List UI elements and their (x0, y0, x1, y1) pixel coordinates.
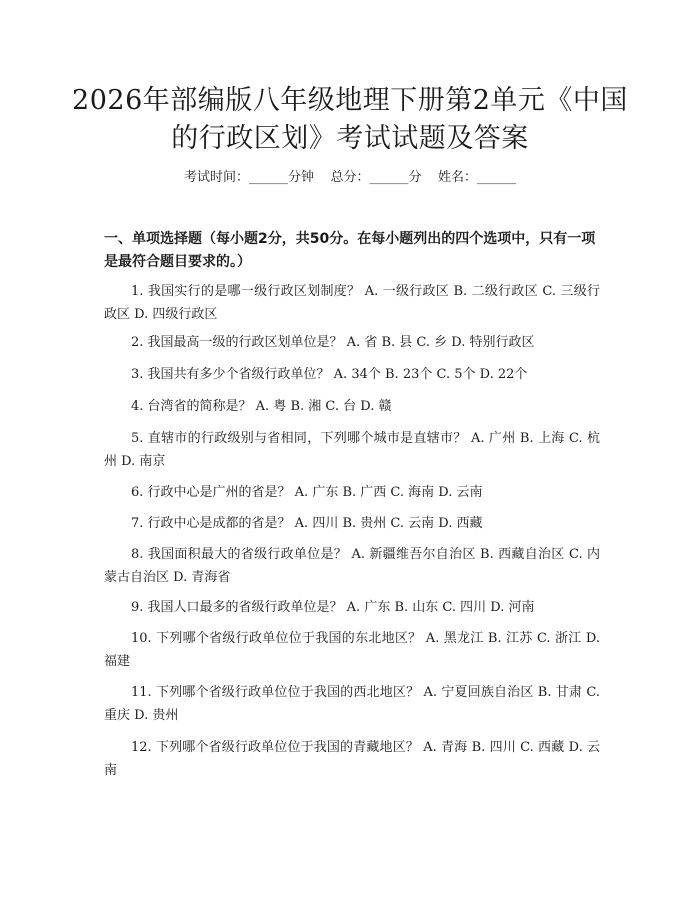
question-11: 11. 下列哪个省级行政单位位于我国的西北地区？ A. 宁夏回族自治区 B. 甘肃 C. 重庆 D. 贵州 (104, 685, 600, 723)
document-title: 2026年部编版八年级地理下册第2单元《中国的行政区划》考试试题及答案 (72, 85, 628, 154)
question-2: 2. 我国最高一级的行政区划单位是？ A. 省 B. 县 C. 乡 D. 特别行政区 (131, 335, 535, 350)
question-6: 6. 行政中心是广州的省是？ A. 广东 B. 广西 C. 海南 D. 云南 (131, 485, 483, 500)
question-7: 7. 行政中心是成都的省是？ A. 四川 B. 贵州 C. 云南 D. 西藏 (131, 516, 483, 531)
question-8: 8. 我国面积最大的省级行政单位是？ A. 新疆维吾尔自治区 B. 西藏自治区 C. 内蒙古自治区 D. 青海省 (104, 547, 600, 585)
question-3: 3. 我国共有多少个省级行政单位？ A. 34个 B. 23个 C. 5个 D. 22个 (131, 367, 528, 382)
question-5: 5. 直辖市的行政级别与省相同，下列哪个城市是直辖市？ A. 广州 B. 上海 C. 杭州 D. 南京 (104, 431, 600, 469)
question-10: 10. 下列哪个省级行政单位位于我国的东北地区？ A. 黑龙江 B. 江苏 C. 浙江 D. 福建 (104, 631, 600, 669)
section-heading: 一、单项选择题（每小题2分，共50分。在每小题列出的四个选项中，只有一项是最符合题目要求的。） (104, 231, 596, 270)
question-1: 1. 我国实行的是哪一级行政区划制度？ A. 一级行政区 B. 二级行政区 C. 三级行政区 D. 四级行政区 (104, 284, 600, 322)
question-12: 12. 下列哪个省级行政单位位于我国的青藏地区？ A. 青海 B. 四川 C. 西藏 D. 云南 (104, 740, 600, 778)
question-9: 9. 我国人口最多的省级行政单位是？ A. 广东 B. 山东 C. 四川 D. 河南 (131, 600, 535, 615)
exam-info-line: 考试时间：______分钟 总分：______分 姓名：______ (183, 170, 517, 185)
question-4: 4. 台湾省的简称是？ A. 粤 B. 湘 C. 台 D. 赣 (131, 399, 392, 414)
